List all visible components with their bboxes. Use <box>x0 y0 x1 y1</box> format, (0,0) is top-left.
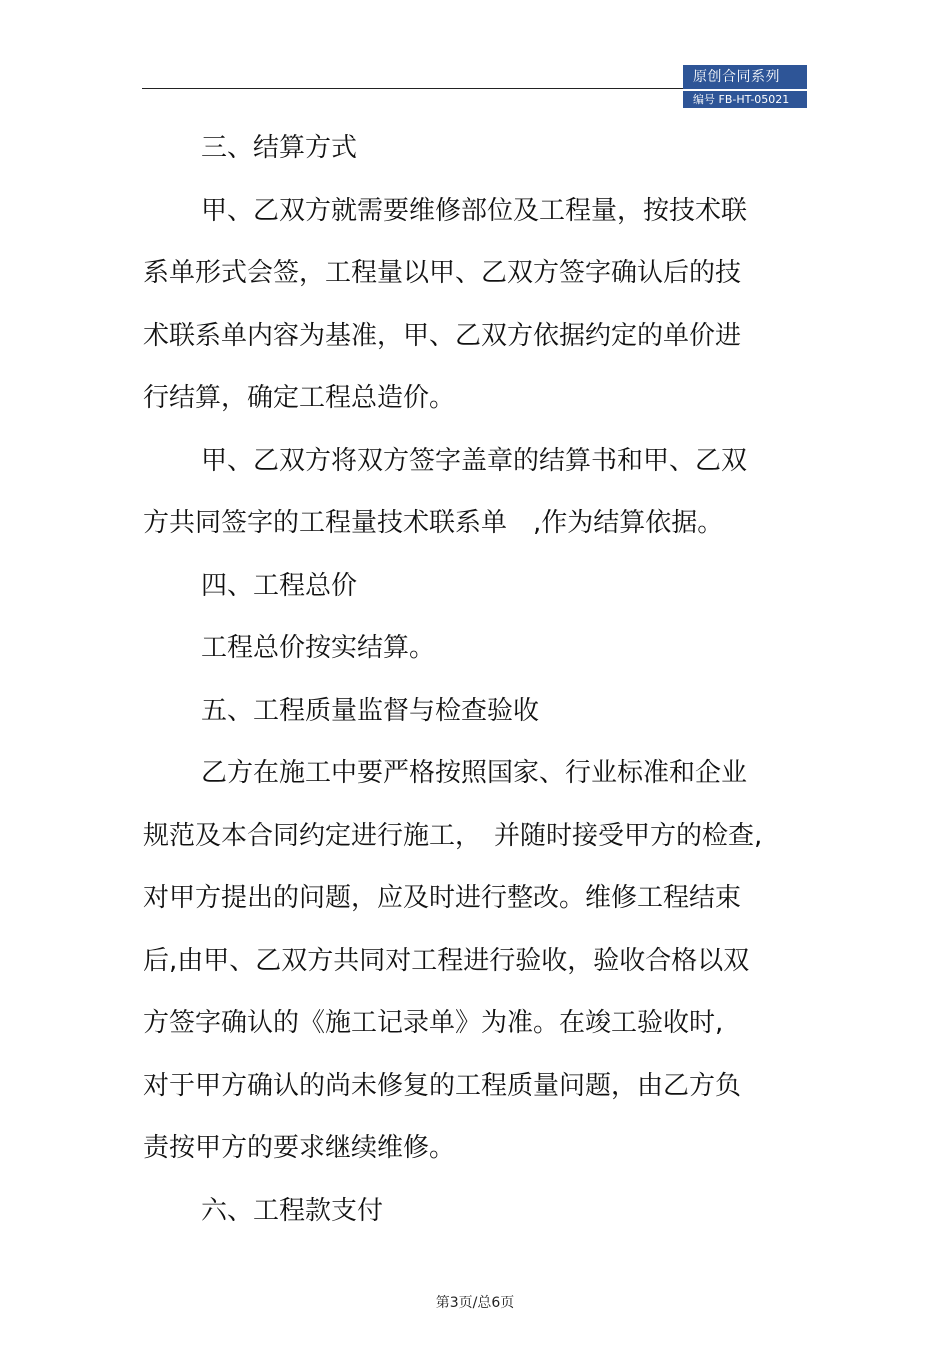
text-line: 五、工程质量监督与检查验收 <box>201 695 540 726</box>
text-line: 六、工程款支付 <box>201 1195 384 1226</box>
text-line: 工程总价按实结算。 <box>201 633 436 663</box>
text-line: 方签字确认的《施工记录单》为准。在竣工验收时, <box>143 1008 724 1038</box>
text-line: 对于甲方确认的尚未修复的工程质量问题，由乙方负 <box>143 1070 742 1101</box>
text-line: 四、工程总价 <box>201 570 358 601</box>
text-line: 行结算，确定工程总造价。 <box>143 383 456 413</box>
text-line: 规范及本合同约定进行施工， 并随时接受甲方的检查, <box>143 820 763 851</box>
page-indicator: 第3页/总6页 <box>435 1295 515 1311</box>
text-line: 对甲方提出的问题，应及时进行整改。维修工程结束 <box>143 883 742 913</box>
series-label: 原创合同系列 <box>683 65 807 89</box>
text-line: 后,由甲、乙双方共同对工程进行验收，验收合格以双 <box>143 945 750 976</box>
text-line: 术联系单内容为基准，甲、乙双方依据约定的单价进 <box>143 320 742 351</box>
text-line: 甲、乙双方将双方签字盖章的结算书和甲、乙双 <box>201 445 748 476</box>
series-badge <box>683 65 807 108</box>
document-body <box>143 117 793 1242</box>
text-line: 方共同签字的工程量技术联系单 ,作为结算依据。 <box>143 508 724 538</box>
text-line: 甲、乙双方就需要维修部位及工程量，按技术联 <box>201 195 748 226</box>
text-line: 系单形式会签，工程量以甲、乙双方签字确认后的技 <box>143 258 742 288</box>
text-line: 三、结算方式 <box>201 133 358 163</box>
doc-code: 编号 FB-HT-05021 <box>683 91 807 108</box>
text-line: 乙方在施工中要严格按照国家、行业标准和企业 <box>201 758 748 788</box>
text-line: 责按甲方的要求继续维修。 <box>143 1133 456 1163</box>
